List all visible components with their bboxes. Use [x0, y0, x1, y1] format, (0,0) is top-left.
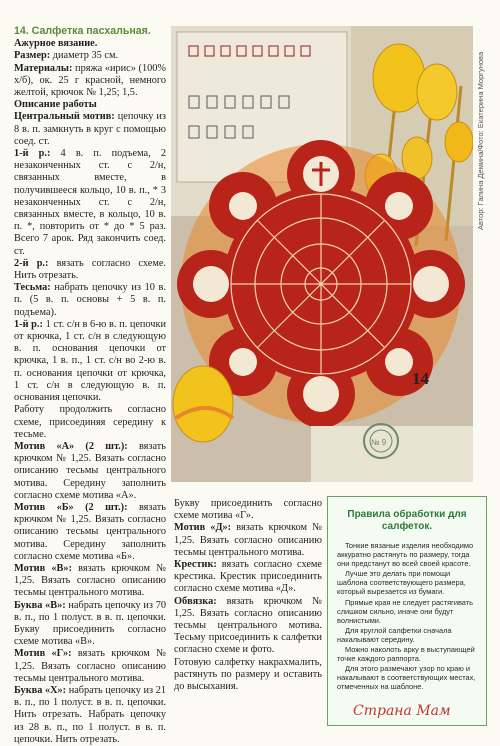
- paragraph-text: набрать цепочку из 70 в. п., по 1 полуст. в в. п. цепочки. Букву присоединить согласно схеме мотива «В».: [14, 599, 167, 648]
- paragraph-label: Буква «В»:: [14, 599, 66, 611]
- paragraph-text: 4 в. п. подъема, 2 незаконченных ст. с 2/н, связанных вместе, в получившееся кольцо, 10 в. п., * 3 незаконченных ст. с 2/н, связанных вместе, в кольцо, 10 в. п. *, повторить от * до * 5 раз. Всего 7 арок. Ряд закончить соед. ст.: [14, 148, 166, 257]
- paragraph: [14, 648, 166, 685]
- paragraph: [14, 111, 166, 148]
- paragraph-text: вязать крючком № 1,25. Вязать согласно описанию тесьмы центрального мотива.: [174, 522, 322, 558]
- paragraph: [14, 600, 166, 649]
- paragraph: [174, 559, 322, 596]
- paragraph: [14, 63, 166, 100]
- paragraph-text: диаметр 35 см.: [50, 50, 119, 62]
- paragraph-label: Мотив «В»:: [14, 562, 72, 574]
- paragraph-text: вязать крючком № 1,25. Вязать согласно описанию тесьмы центрального мотива. Середину заполнить согласно схеме мотива «Б».: [14, 501, 166, 562]
- watermark-logo: Страна Мам: [353, 703, 451, 719]
- left-text-column: [14, 25, 166, 746]
- paragraph-text: вязать крючком № 1,25. Вязать согласно описанию тесьмы центрального мотива. Тесьму присоединить к салфетки согласно схеме и фото.: [174, 595, 322, 656]
- paragraph-label: 1-й р.:: [14, 318, 43, 330]
- paragraph: [14, 50, 166, 62]
- paragraph: [14, 258, 166, 282]
- paragraph-text: Букву присоединить согласно схеме мотива «Г».: [174, 498, 322, 522]
- paragraph: [14, 685, 166, 746]
- paragraph-text: вязать согласно схеме. Нить отрезать.: [14, 257, 166, 282]
- paragraph-label: 1-й р.:: [14, 148, 51, 160]
- article-title: [14, 25, 166, 38]
- paragraph: [14, 563, 166, 600]
- middle-text-column: [174, 498, 322, 693]
- rules-paragraph: Для круглой салфетки сначала накалывают середину.: [337, 625, 452, 644]
- paragraph-text: Ажурное вязание.: [14, 38, 98, 50]
- paragraph: [14, 441, 166, 502]
- paragraph-text: цепочку из 8 в. п. замкнуть в круг с помощью соед. ст.: [14, 111, 167, 147]
- rules-paragraph: Можно наколоть арку в выступающей точке каждого раппорта.: [337, 645, 475, 664]
- paragraph-text: вязать крючком № 1,25. Вязать согласно описанию тесьмы центрального мотива.: [14, 562, 166, 599]
- paragraph-label: 2-й р.:: [14, 257, 49, 269]
- paragraph-label: Мотив «А» (2 шт.):: [14, 440, 128, 452]
- rules-paragraph: Тонкие вязаные изделия необходимо аккуратно растянуть по размеру, тогда они предстанут во всей своей красоте.: [337, 541, 474, 569]
- paragraph-label: Размер:: [14, 50, 51, 62]
- paragraph: [14, 99, 166, 111]
- paragraph: [174, 596, 322, 657]
- rules-paragraph: Для этого размечают узор по краю и накалывают в соответствующих местах, отмеченных на шаблоне.: [337, 664, 476, 692]
- paragraph: [14, 148, 166, 258]
- paragraph-label: Крестик:: [174, 559, 217, 571]
- photo-credit: Автор: Галина Демина/Фото: Екатерина Моргунова: [476, 51, 485, 230]
- paragraph-label: Мотив «Б» (2 шт.):: [14, 501, 128, 513]
- paragraph-text: вязать крючком № 1,25. Вязать согласно описанию тесьмы центрального мотива. Середину заполнить согласно схеме мотива «А».: [14, 440, 166, 501]
- rules-title: Правила обработки для салфеток.: [347, 509, 467, 532]
- rules-box: [327, 496, 487, 726]
- paragraph-label: Обвязка:: [174, 595, 217, 607]
- paragraph: [14, 38, 166, 50]
- paragraph: [174, 498, 322, 522]
- paragraph-label: Материалы:: [14, 62, 73, 74]
- paragraph-text: пряжа «ирис» (100% х/б), ок. 25 г красной, немного желтой, крючок № 1,25; 1,5.: [14, 62, 166, 99]
- paragraph: [174, 657, 322, 694]
- paragraph-label: Мотив «Г»:: [14, 648, 72, 660]
- paragraph: [174, 522, 322, 559]
- paragraph-text: 14. Салфетка пасхальная.: [14, 25, 151, 37]
- paragraph-text: набрать цепочку из 10 в. п. (5 в. п. основы + 5 в. п. подъема).: [14, 282, 166, 318]
- paragraph: [14, 319, 166, 404]
- paragraph-text: набрать цепочку из 21 в. п., по 1 полуст. в в. п. цепочки. Нить отрезать. Набрать цепочку из 28 в. п., по 1 полуст. в в. п. цепочки. Нить отрезать.: [14, 684, 167, 745]
- doily-photo: [171, 26, 473, 482]
- doily-illustration: [171, 26, 473, 482]
- rules-paragraph: Лучше это делать при помощи шаблона соответствующего размера, который вырезается из бумаги.: [337, 569, 466, 597]
- paragraph-text: вязать согласно схеме крестика. Крестик присоединить согласно схеме мотива «Д».: [174, 559, 322, 595]
- paragraph-label: Тесьма:: [14, 282, 51, 294]
- paragraph-text: Готовую салфетку накрахмалить, растянуть по размеру и оставить до высыхания.: [174, 656, 322, 693]
- rules-body: [328, 541, 486, 692]
- paragraph-text: Работу продолжить согласно схеме, присоединяя середину к тесьме.: [14, 404, 166, 440]
- paragraph-text: 1 ст. с/н в 6-ю в. п. цепочки от крючка, 1 ст. с/н в следующую в. п. основания цепочки от крючка, 1 в. п., 1 ст. с/н во 2-ю в. п. основания цепочки от крючка, 1 ст. с/н в следующую в. п. основания цепочки.: [14, 318, 166, 404]
- rules-paragraph: Прямые края не следует растягивать слишком сильно, иначе они будут волнистыми.: [337, 597, 473, 625]
- paragraph-label: Центральный мотив:: [14, 111, 115, 123]
- stamp-digits: № 9: [371, 438, 387, 447]
- page-number: 14: [412, 369, 429, 388]
- paragraph-text: Описание работы: [14, 99, 97, 111]
- paragraph: [14, 282, 166, 319]
- paragraph: [14, 404, 166, 441]
- paragraph-label: Мотив «Д»:: [174, 522, 232, 534]
- paragraph-label: Буква «Х»:: [14, 684, 67, 696]
- paragraph-text: вязать крючком № 1,25. Вязать согласно описанию тесьмы центрального мотива.: [14, 648, 166, 684]
- paragraph: [14, 502, 166, 563]
